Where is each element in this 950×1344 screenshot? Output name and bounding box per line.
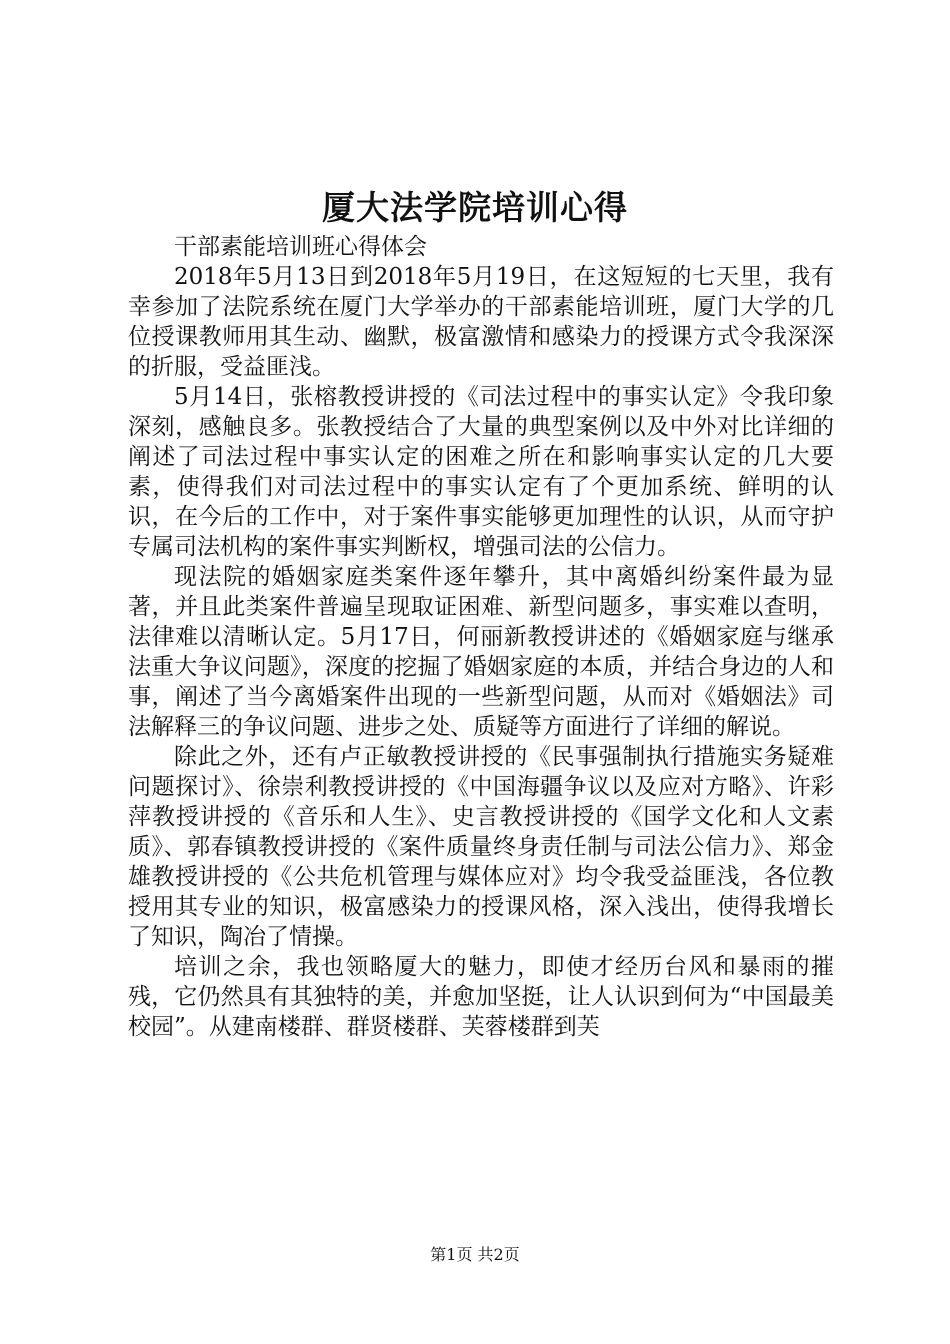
paragraph: 培训之余，我也领略厦大的魅力，即使才经历台风和暴雨的摧残，它仍然具有其独特的美，并愈加坚挺，让人认识到何为“中国最美校园”。从建南楼群、群贤楼群、芙蓉楼群到芙 xyxy=(128,954,834,1040)
paragraph: 5月14日，张榕教授讲授的《司法过程中的事实认定》令我印象深刻，感触良多。张教授结合了大量的典型案例以及中外对比详细的阐述了司法过程中事实认定的困难之所在和影响事实认定的几大要素，使得我们对司法过程中的事实认定有了个更加系统、鲜明的认识，在今后的工作中，对于案件事实能够更加理性的认识，从而守护专属司法机构的案件事实判断权，增强司法的公信力。 xyxy=(128,384,834,560)
page-number-footer: 第1页 共2页 xyxy=(430,1245,520,1264)
document-title: 厦大法学院培训心得 xyxy=(322,188,628,227)
paragraph-heading: 干部素能培训班心得体会 xyxy=(174,234,427,260)
document-body xyxy=(128,232,834,1042)
paragraph: 现法院的婚姻家庭类案件逐年攀升，其中离婚纠纷案件最为显著，并且此类案件普遍呈现取证困难、新型问题多，事实难以查明，法律难以清晰认定。5月17日，何丽新教授讲述的《婚姻家庭与继承法重大争议问题》，深度的挖掘了婚姻家庭的本质，并结合身边的人和事，阐述了当今离婚案件出现的一些新型问题，从而对《婚姻法》司法解释三的争议问题、进步之处、质疑等方面进行了详细的解说。 xyxy=(128,564,834,740)
paragraph: 除此之外，还有卢正敏教授讲授的《民事强制执行措施实务疑难问题探讨》、徐崇利教授讲授的《中国海疆争议以及应对方略》、许彩萍教授讲授的《音乐和人生》、史言教授讲授的《国学文化和人文素质》、郭春镇教授讲授的《案件质量终身责任制与司法公信力》、郑金雄教授讲授的《公共危机管理与媒体应对》均令我受益匪浅，各位教授用其专业的知识，极富感染力的授课风格，深入浅出，使得我增长了知识，陶冶了情操。 xyxy=(128,744,834,950)
paragraph: 2018年5月13日到2018年5月19日，在这短短的七天里，我有幸参加了法院系统在厦门大学举办的干部素能培训班，厦门大学的几位授课教师用其生动、幽默，极富激情和感染力的授课方式令我深深的折服，受益匪浅。 xyxy=(128,264,834,380)
